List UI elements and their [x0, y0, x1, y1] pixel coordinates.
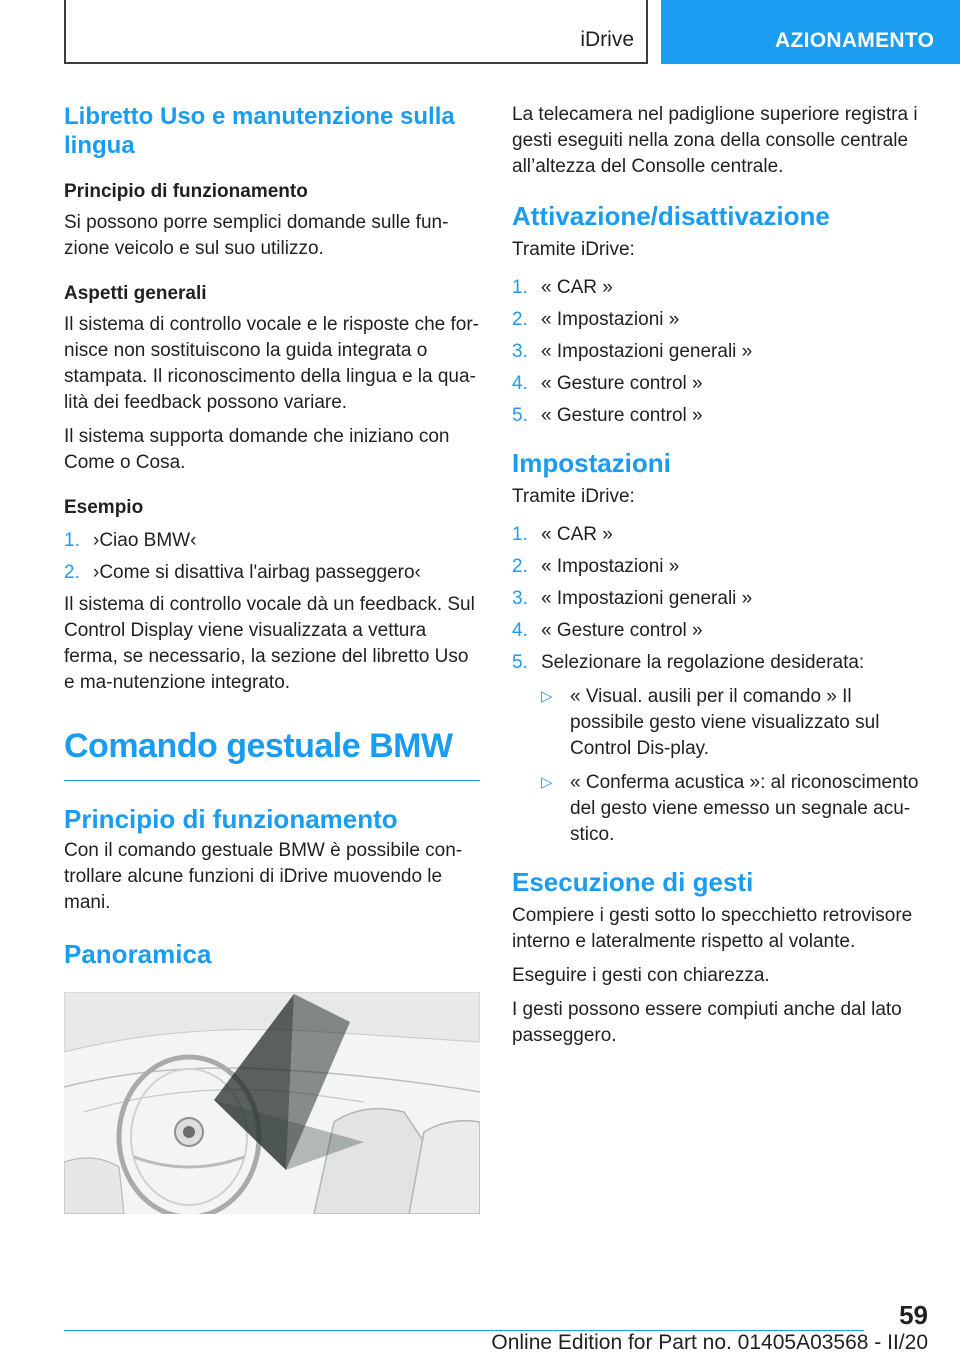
intro-text: La telecamera nel padiglione superiore registra i gesti eseguiti nella zona della consolle centrale all’altezza del Consolle centrale.: [512, 104, 918, 177]
impostazioni-list: [512, 522, 926, 848]
sub-list-item: [541, 684, 926, 762]
list-text: « CAR »: [541, 277, 613, 298]
list-number: 1.: [64, 530, 80, 551]
heading-principio-gestuale: Principio di funzionamento: [64, 804, 398, 834]
list-text: « Impostazioni »: [541, 556, 680, 577]
list-number: 4.: [512, 373, 528, 394]
heading-principio: Principio di funzionamento: [64, 181, 308, 202]
list-text: « Gesture control »: [541, 405, 703, 426]
attivazione-lead: Tramite iDrive:: [512, 239, 635, 260]
impostazioni-lead: Tramite iDrive:: [512, 486, 635, 507]
list-item: [64, 528, 480, 554]
list-item: [512, 403, 926, 429]
esempio-list: [64, 528, 480, 586]
heading-aspetti: Aspetti generali: [64, 283, 207, 304]
heading-libretto: Libretto Uso e manutenzione sulla lingua: [64, 103, 455, 159]
header-section: iDrive: [580, 28, 634, 51]
list-number: 2.: [512, 556, 528, 577]
list-text: ›Come si disattiva l'airbag passeggero‹: [93, 562, 421, 583]
list-number: 1.: [512, 277, 528, 298]
list-number: 3.: [512, 341, 528, 362]
list-number: 2.: [512, 309, 528, 330]
list-number: 5.: [512, 652, 528, 673]
page-number: 59: [899, 1300, 928, 1330]
list-item: [512, 618, 926, 644]
list-text: « Impostazioni generali »: [541, 588, 753, 609]
sub-list-text: « Conferma acustica »: al riconoscimento del gesto viene emesso un segnale acu-stico.: [570, 772, 919, 845]
esecuzione-p3: I gesti possono essere compiuti anche dal lato passeggero.: [512, 999, 902, 1046]
list-item: [512, 554, 926, 580]
list-item: [512, 650, 926, 848]
heading-esecuzione: Esecuzione di gesti: [512, 867, 754, 897]
list-item: [512, 586, 926, 612]
list-text: « Gesture control »: [541, 373, 703, 394]
car-interior-illustration: [64, 992, 480, 1214]
list-text: ›Ciao BMW‹: [93, 530, 197, 551]
principio-gestuale-text: Con il comando gestuale BMW è possibile con-trollare alcune funzioni di iDrive muovendo le mani.: [64, 840, 463, 913]
heading-attivazione: Attivazione/disattivazione: [512, 201, 830, 231]
attivazione-list: [512, 275, 926, 429]
header-chapter-tab: AZIONAMENTO: [661, 0, 960, 64]
list-item: [512, 307, 926, 333]
list-number: 1.: [512, 524, 528, 545]
heading-esempio: Esempio: [64, 497, 144, 518]
list-item: [64, 560, 480, 586]
header-frame: [64, 0, 648, 64]
esempio-after: Il sistema di controllo vocale dà un feedback. Sul Control Display viene visualizzata a vettura ferma, se necessario, la sezione del libretto Uso e ma-nutenzione integrato.: [64, 594, 475, 693]
esecuzione-p1: Compiere i gesti sotto lo specchietto retrovisore interno e lateralmente rispetto al volante.: [512, 905, 913, 952]
list-item: [512, 371, 926, 397]
principio-text: Si possono porre semplici domande sulle fun-zione veicolo e sul suo utilizzo.: [64, 212, 449, 259]
list-text: Selezionare la regolazione desiderata:: [541, 652, 865, 673]
sub-list-text: « Visual. ausili per il comando » Il possibile gesto viene visualizzato sul Control Dis-play.: [570, 686, 880, 759]
aspetti-p1: Il sistema di controllo vocale e le risposte che for-nisce non sostituiscono la guida integrata o stampata. Il riconoscimento della lingua e la qua-lità dei feedback possono variare.: [64, 314, 480, 413]
list-number: 5.: [512, 405, 528, 426]
heading-panoramica: Panoramica: [64, 939, 212, 969]
chapter-title: Comando gestuale BMW: [64, 724, 480, 781]
sub-list: [541, 684, 926, 848]
list-item: [512, 339, 926, 365]
list-text: « Gesture control »: [541, 620, 703, 641]
esecuzione-p2: Eseguire i gesti con chiarezza.: [512, 965, 770, 986]
triangle-bullet-icon: ▷: [541, 774, 553, 791]
list-item: [512, 522, 926, 548]
list-text: « Impostazioni »: [541, 309, 680, 330]
left-column: [64, 102, 480, 979]
sub-list-item: [541, 770, 926, 848]
car-interior-svg: [64, 992, 480, 1214]
list-number: 3.: [512, 588, 528, 609]
list-number: 4.: [512, 620, 528, 641]
list-text: « Impostazioni generali »: [541, 341, 753, 362]
list-text: « CAR »: [541, 524, 613, 545]
aspetti-p2: Il sistema supporta domande che iniziano con Come o Cosa.: [64, 426, 450, 473]
list-item: [512, 275, 926, 301]
heading-impostazioni: Impostazioni: [512, 448, 671, 478]
right-column: [512, 102, 926, 1057]
list-number: 2.: [64, 562, 80, 583]
triangle-bullet-icon: ▷: [541, 688, 553, 705]
footer-edition: Online Edition for Part no. 01405A03568 - II/20: [491, 1331, 928, 1354]
